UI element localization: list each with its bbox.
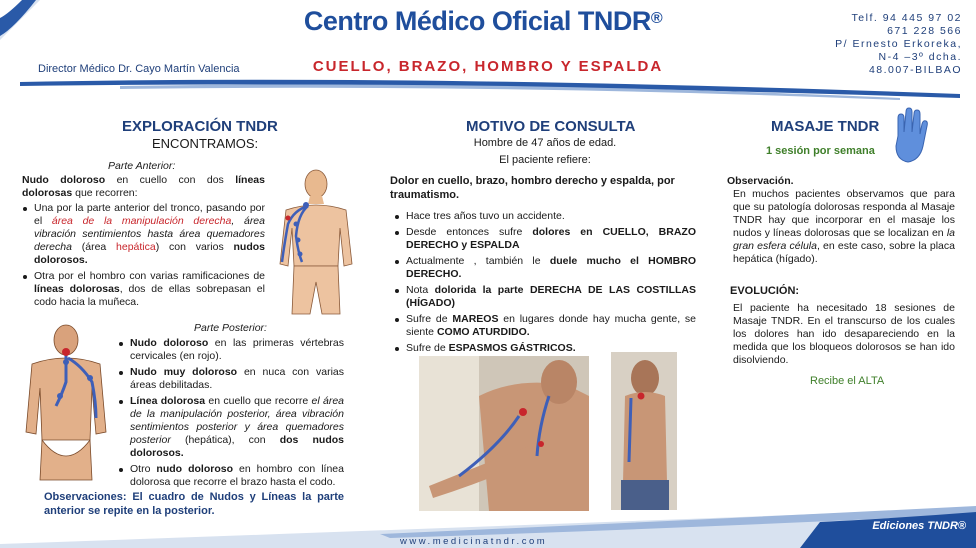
contact-info: [835, 12, 962, 77]
motivo-item-4: Nota dolorida la parte DERECHA DE LAS COSTILLAS (HÍGADO): [394, 284, 696, 310]
posterior-item-4: Otro nudo doloroso en hombro con línea dolorosa que recorre el brazo hasta el codo.: [118, 463, 344, 489]
page-title: Centro Médico Oficial TNDR®: [303, 6, 663, 36]
director-name: Director Médico Dr. Cayo Martín Valencia: [38, 63, 240, 75]
body-back-illustration: [16, 322, 116, 482]
motivo-list: [394, 210, 696, 358]
contact-address-2: N-4 –3º dcha.: [878, 51, 962, 63]
observacion-label: Observación.: [727, 175, 794, 187]
contact-address-3: 48.007-BILBAO: [868, 64, 962, 76]
motivo-age: Hombre de 47 años de edad.: [473, 137, 617, 149]
motivo-item-6: Sufre de ESPASMOS GÁSTRICOS.: [394, 342, 696, 355]
observacion-text: En muchos pacientes observamos que para que su patología dolorosas responda al Masaje TNDR hay que incorporar en el masaje los nudos y líneas dolorosas que se localizan en la gran esfera célula, en este caso, sobre la placa hepática (hígado).: [733, 188, 955, 265]
anterior-text: Nudo doloroso en cuello con dos líneas dolorosas que recorren: Una por la parte anterior del tronco, pasando por el área de la manipulación derecha, área vibración sentimientos hasta área quemadores derecha (área hepática) con varios nudos dolorosos. Otra por el hombro con varias ramificaciones de líneas dolorosas, dos de ellas sobrepasan el codo hacia la muñeca.: [22, 174, 265, 308]
masaje-heading: MASAJE TNDR: [771, 118, 880, 135]
posterior-text: [118, 337, 344, 492]
posterior-label: Parte Posterior:: [194, 322, 267, 334]
anterior-label: Parte Anterior:: [108, 160, 176, 172]
masaje-sesiones: 1 sesión por semana: [766, 145, 875, 157]
motivo-item-2: Desde entonces sufre dolores en CUELLO, BRAZO DERECHO y ESPALDA: [394, 226, 696, 252]
alta-status: Recibe el ALTA: [810, 375, 885, 387]
page-subtitle: CUELLO, BRAZO, HOMBRO Y ESPALDA: [312, 58, 664, 75]
contact-phone-1: Telf. 94 445 97 02: [851, 12, 962, 24]
evolucion-label: EVOLUCIÓN:: [730, 285, 800, 297]
contact-phone-2: 671 228 566: [887, 25, 962, 37]
footer-brand: Ediciones TNDR®: [872, 520, 966, 532]
anterior-item-1: Una por la parte anterior del tronco, pasando por el área de la manipulación derecha, área vibración sentimientos hasta área quemadores derecha (área hepática) con varios nudos dolorosos.: [22, 202, 265, 267]
motivo-item-5: Sufre de MAREOS en lugares donde hay mucha gente, se siente COMO ATURDIDO.: [394, 313, 696, 339]
motivo-item-3: Actualmente , también le duele mucho el HOMBRO DERECHO.: [394, 255, 696, 281]
contact-address-1: P/ Ernesto Erkoreka,: [835, 38, 962, 50]
observaciones-note: Observaciones: El cuadro de Nudos y Líneas la parte anterior se repite en la posterior.: [44, 491, 344, 517]
footer-website-link[interactable]: www.medicinatndr.com: [400, 536, 548, 547]
body-front-illustration: [268, 166, 364, 316]
motivo-heading: MOTIVO DE CONSULTA: [466, 118, 636, 135]
patient-photo-front: [419, 356, 589, 511]
motivo-refiere: El paciente refiere:: [499, 154, 591, 166]
anterior-item-2: Otra por el hombro con varias ramificaciones de líneas dolorosas, dos de ellas sobrepasan el codo hacia la muñeca.: [22, 270, 265, 309]
glove-icon: [890, 106, 930, 166]
exploracion-subheading: ENCONTRAMOS:: [152, 136, 259, 151]
motivo-complaint: Dolor en cuello, brazo, hombro derecho y espalda, por traumatismo.: [390, 175, 675, 201]
motivo-item-1: Hace tres años tuvo un accidente.: [394, 210, 696, 223]
posterior-item-2: Nudo muy doloroso en nuca con varias áreas debilitadas.: [118, 366, 344, 392]
patient-photo-side: [611, 352, 677, 510]
posterior-item-1: Nudo doloroso en las primeras vértebras cervicales (en rojo).: [118, 337, 344, 363]
exploracion-heading: EXPLORACIÓN TNDR: [122, 118, 278, 135]
evolucion-text: El paciente ha necesitado 18 sesiones de Masaje TNDR. En el transcurso de los cuales los dolores han ido desapareciendo en la medida que los bloqueos dolorosos se han ido disolviendo.: [733, 302, 955, 366]
posterior-item-3: Línea dolorosa en cuello que recorre el área de la manipulación posterior, área vibración sentimientos posterior y área quemadores posterior (hepática), con dos nudos dolorosos.: [118, 395, 344, 460]
